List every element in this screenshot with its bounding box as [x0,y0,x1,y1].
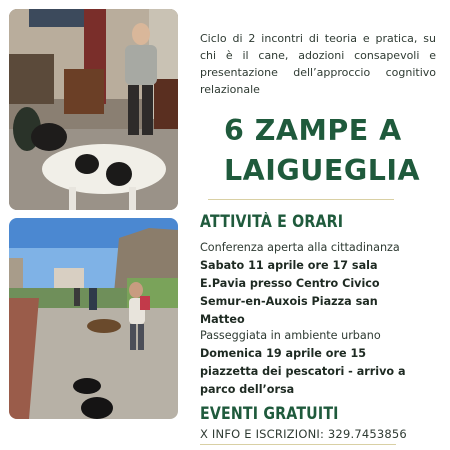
event-description: Passeggiata in ambiente urbano [200,329,381,342]
contact-info: X INFO E ISCRIZIONI: 329.7453856 [200,427,407,441]
event-description: Conferenza aperta alla cittadinanza [200,241,400,254]
urban-walk-photo [9,218,178,419]
title-line-2: LAIGUEGLIA [224,154,421,187]
event-when-where: Domenica 19 aprile ore 15 piazzetta dei pescatori - arrivo a parco dell’orsa [200,347,406,396]
activities-heading: ATTIVITÀ E ORARI [200,212,344,231]
event-title [224,111,424,191]
event-when-where: Sabato 11 aprile ore 17 sala E.Pavia presso Centro Civico Semur-en-Auxois Piazza san Matteo [200,259,380,326]
divider-top [208,199,394,200]
intro-description: Ciclo di 2 incontri di teoria e pratica, su chi è il cane, adozioni consapevoli e presentazione dell’approccio cognitivo relazionale [200,32,436,96]
indoor-lecture-photo [9,9,178,210]
event-walk [200,327,418,399]
free-events-heading: EVENTI GRATUITI [200,404,339,423]
divider-bottom [200,444,396,445]
event-conference [200,239,418,329]
title-line-1: 6 ZAMPE A [224,114,402,147]
